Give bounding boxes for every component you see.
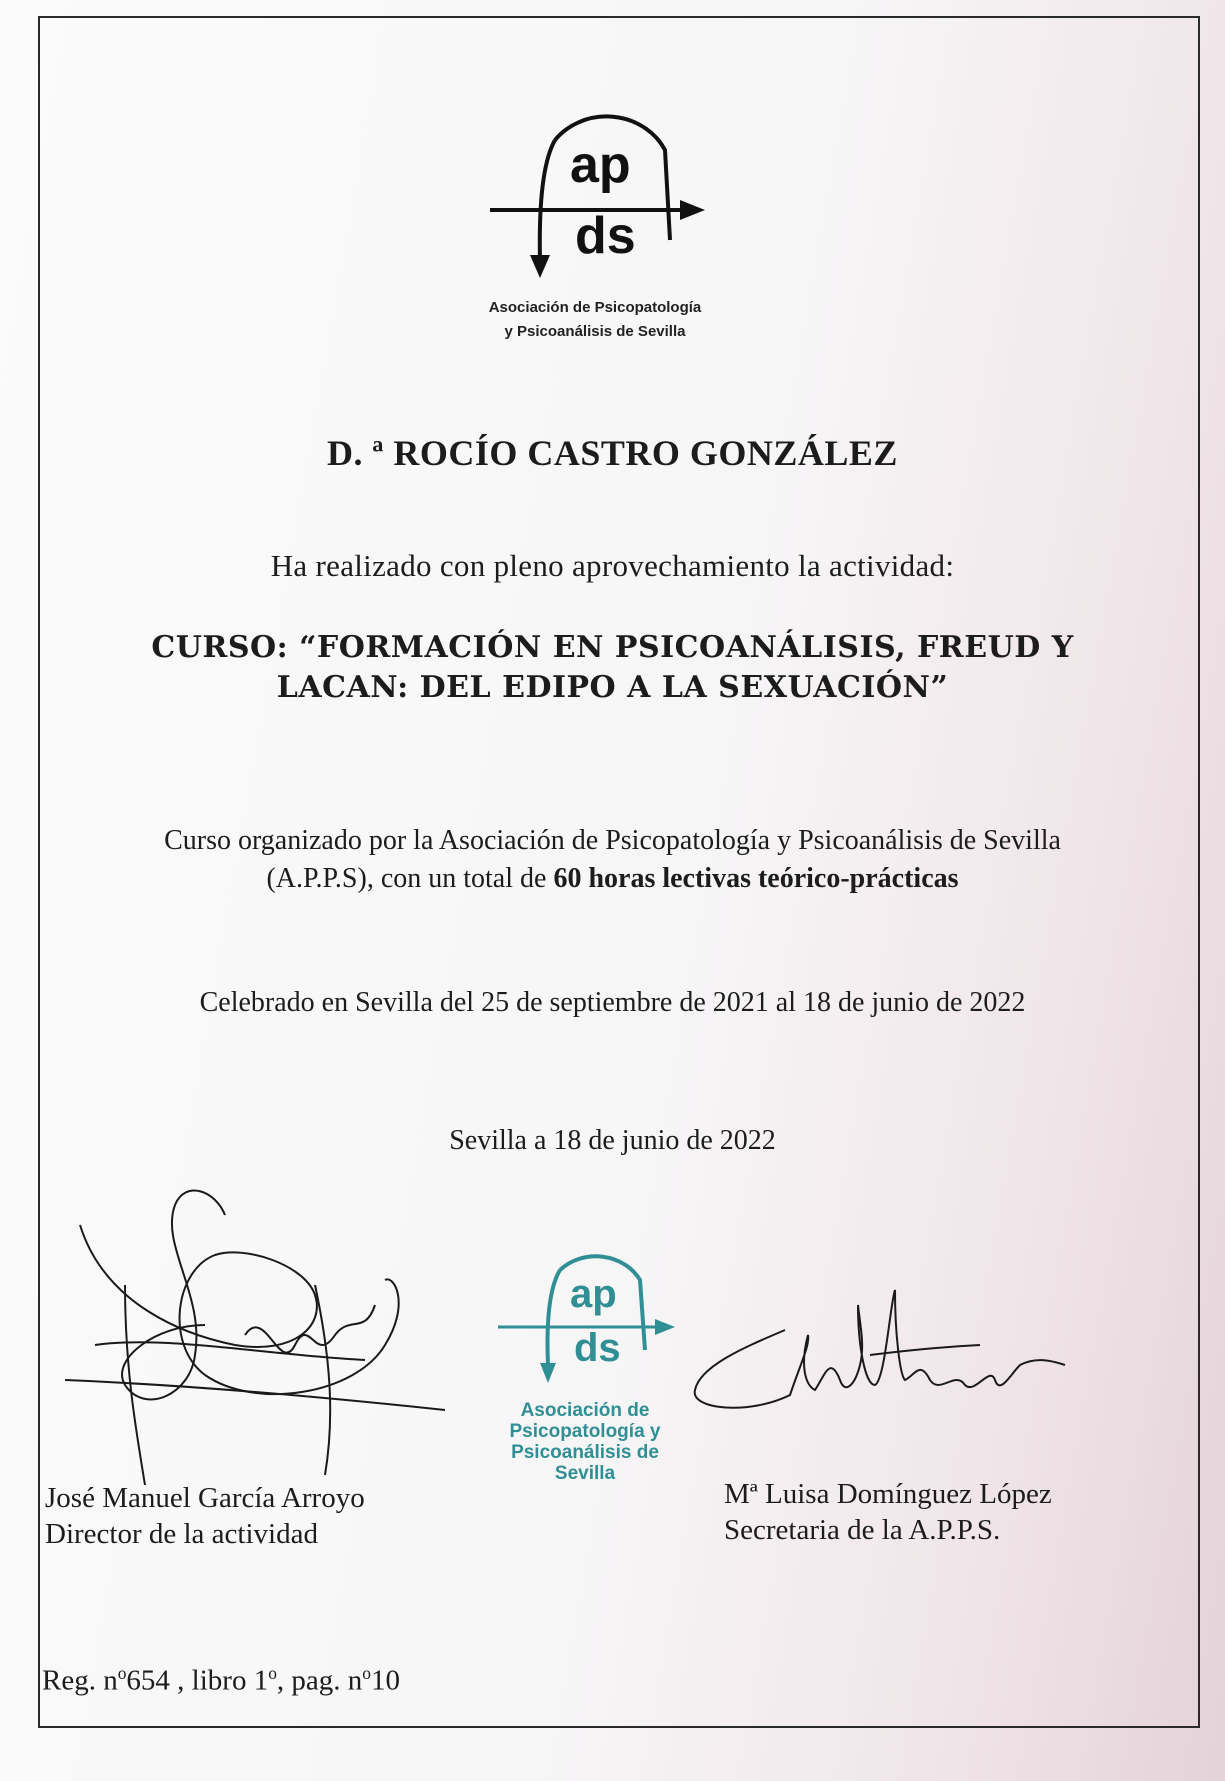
stamp-letters-ds: ds [574,1326,621,1370]
director-signature [65,1185,445,1485]
registry-number: 654 [126,1664,170,1697]
stamp-line2: Psicopatología y [509,1421,661,1442]
stamp-line1: Asociación de [520,1400,650,1421]
hours-total: 60 horas lectivas teórico-prácticas [553,863,959,894]
registry-ordinal-3: o [362,1663,371,1683]
course-title-line2: LACAN: DEL EDIPO A LA SEXUACIÓN” [276,670,949,705]
stamp-line4: Sevilla [554,1463,616,1484]
left-signatory [45,1480,365,1552]
registry-ordinal-2: o [268,1663,277,1683]
secretary-role: Secretaria de la A.P.P.S. [724,1514,1001,1546]
secretary-signature [690,1285,1070,1425]
logo-caption-line2: y Psicoanálisis de Sevilla [504,323,686,340]
registry-libro: , libro 1 [169,1664,269,1697]
stamp-line3: Psicoanálisis de [511,1442,659,1463]
director-role: Director de la actividad [45,1518,318,1550]
logo-caption [430,296,760,344]
celebration-dates: Celebrado en Sevilla del 25 de septiembre de 2021 al 18 de junio de 2022 [199,987,1026,1018]
apds-logo [480,110,710,285]
course-title [0,628,1225,708]
stamp-letters-ap: ap [570,1272,617,1316]
organized-line2 [0,860,1225,898]
secretary-name: Mª Luisa Domínguez López [724,1478,1052,1510]
organized-text [0,822,1225,898]
recipient-name: D. ª ROCÍO CASTRO GONZÁLEZ [327,433,898,473]
organized-line1: Curso organizado por la Asociación de Psicopatología y Psicoanálisis de Sevilla [164,825,1061,856]
registry-ordinal-1: o [117,1663,127,1683]
director-name: José Manuel García Arroyo [45,1482,365,1514]
registry-prefix: Reg. n [42,1664,118,1697]
logo-letters-ds: ds [575,207,636,265]
organized-line2-prefix: (A.P.P.S), con un total de [266,863,554,894]
registry-page: 10 [370,1664,400,1697]
intro-text: Ha realizado con pleno aprovechamiento la actividad: [270,548,955,583]
logo-caption-line1: Asociación de Psicopatología [488,299,702,316]
right-signatory [724,1476,1052,1548]
logo-letters-ap: ap [570,136,631,194]
registry-info [42,1663,400,1698]
stamp-text [470,1400,700,1484]
course-title-line1: CURSO: “FORMACIÓN EN PSICOANÁLISIS, FREUD Y [151,630,1074,665]
registry-pag-prefix: , pag. n [276,1664,363,1697]
issue-date: Sevilla a 18 de junio de 2022 [449,1125,776,1156]
